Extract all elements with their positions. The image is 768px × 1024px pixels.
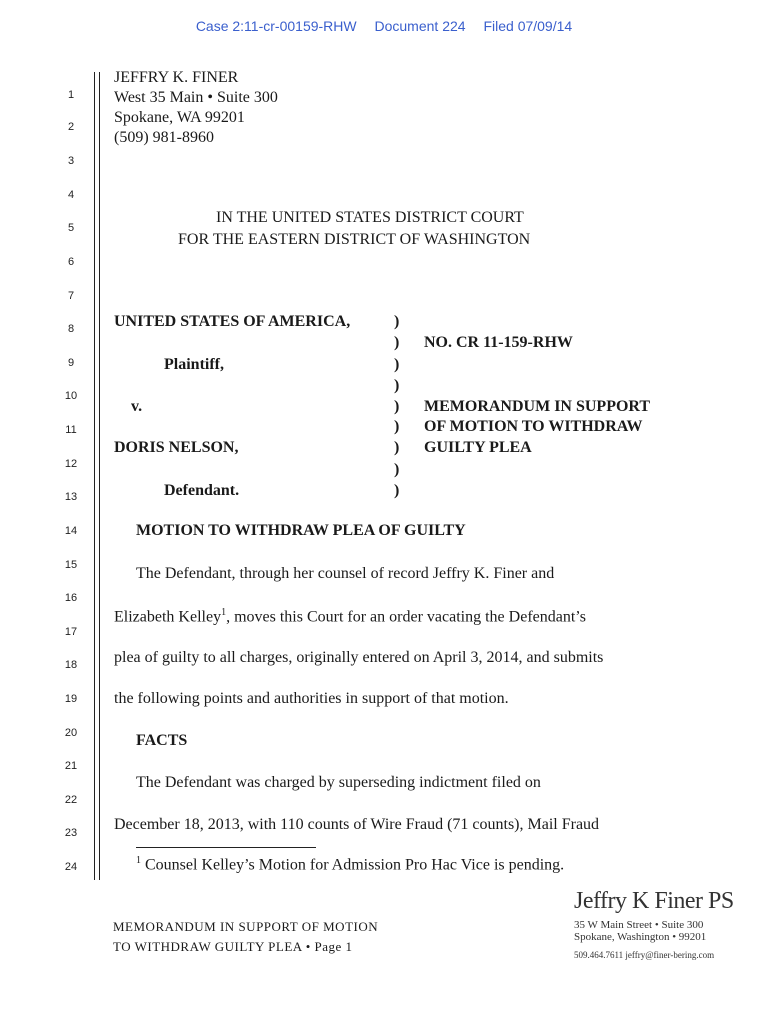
paragraph-line — [114, 607, 586, 626]
paragraph-line: plea of guilty to all charges, originally entered on April 3, 2014, and submits — [114, 649, 604, 666]
line-number: 1 — [67, 89, 75, 101]
line-number: 21 — [64, 760, 78, 772]
line-number: 18 — [64, 659, 78, 671]
caption-parenthesis: ) — [394, 418, 400, 435]
page-footer — [113, 917, 378, 957]
attorney-address-line2: Spokane, WA 99201 — [114, 109, 245, 126]
firm-contact: 509.464.7611 jeffry@finer-bering.com — [574, 950, 715, 960]
line-number: 8 — [67, 323, 75, 335]
line-number: 10 — [64, 390, 78, 402]
document-number: Document 224 — [374, 18, 466, 34]
footer-line1: MEMORANDUM IN SUPPORT OF MOTION — [113, 919, 379, 934]
attorney-address-line1: West 35 Main • Suite 300 — [114, 89, 278, 106]
paragraph-line: December 18, 2013, with 110 counts of Wire Fraud (71 counts), Mail Fraud — [114, 816, 600, 833]
line-number: 19 — [64, 693, 78, 705]
footnote-separator — [136, 847, 316, 848]
caption-parenthesis: ) — [394, 482, 400, 499]
line-number: 4 — [67, 189, 75, 201]
firm-address-line1: 35 W Main Street • Suite 300 — [574, 919, 704, 931]
case-number-caption: NO. CR 11-159-RHW — [424, 334, 573, 351]
document-title-line1: MEMORANDUM IN SUPPORT — [424, 398, 651, 415]
line-number: 12 — [64, 458, 78, 470]
court-title-line2: FOR THE EASTERN DISTRICT OF WASHINGTON — [178, 231, 531, 248]
paragraph-line: The Defendant, through her counsel of record Jeffry K. Finer and — [136, 565, 555, 582]
line-number: 17 — [64, 626, 78, 638]
firm-address-line2: Spokane, Washington • 99201 — [574, 931, 707, 943]
defendant-name: DORIS NELSON, — [114, 439, 239, 456]
counsel-name: Elizabeth Kelley — [114, 608, 222, 626]
line-number: 9 — [67, 357, 75, 369]
line-number: 7 — [67, 290, 75, 302]
footer-line2: TO WITHDRAW GUILTY PLEA • Page 1 — [113, 939, 353, 954]
plaintiff-name: UNITED STATES OF AMERICA, — [114, 313, 351, 330]
footnote-mark: 1 — [136, 855, 141, 866]
line-number: 3 — [67, 155, 75, 167]
caption-parenthesis: ) — [394, 356, 400, 373]
attorney-name: JEFFRY K. FINER — [114, 69, 239, 86]
attorney-phone: (509) 981-8960 — [114, 129, 214, 146]
filed-date: Filed 07/09/14 — [483, 18, 573, 34]
court-title-line1: IN THE UNITED STATES DISTRICT COURT — [216, 209, 524, 226]
versus: v. — [131, 398, 143, 415]
section-heading-motion: MOTION TO WITHDRAW PLEA OF GUILTY — [136, 522, 466, 539]
filing-header — [0, 18, 768, 34]
line-number: 2 — [67, 121, 75, 133]
line-number: 20 — [64, 727, 78, 739]
paragraph-line: the following points and authorities in support of that motion. — [114, 690, 509, 707]
defendant-role: Defendant. — [164, 482, 240, 499]
line-number: 6 — [67, 256, 75, 268]
footnote-reference[interactable]: 1 — [221, 607, 227, 618]
caption-parenthesis: ) — [394, 334, 400, 351]
caption-parenthesis: ) — [394, 377, 400, 394]
line-number: 22 — [64, 794, 78, 806]
caption-parenthesis: ) — [394, 398, 400, 415]
caption-parenthesis: ) — [394, 313, 400, 330]
line-number: 13 — [64, 491, 78, 503]
line-number: 5 — [67, 222, 75, 234]
firm-letterhead — [574, 888, 734, 960]
line-number: 15 — [64, 559, 78, 571]
line-number: 23 — [64, 827, 78, 839]
caption-parenthesis: ) — [394, 461, 400, 478]
paragraph-line: The Defendant was charged by superseding indictment filed on — [136, 774, 541, 791]
document-title-line3: GUILTY PLEA — [424, 439, 532, 456]
line-number: 11 — [65, 424, 77, 436]
left-margin-rule-inner — [99, 72, 100, 880]
line-number: 24 — [64, 861, 78, 873]
case-number: Case 2:11-cr-00159-RHW — [195, 18, 357, 34]
section-heading-facts: FACTS — [136, 732, 188, 749]
left-margin-rule — [94, 72, 95, 880]
footnote — [136, 855, 564, 874]
caption-parenthesis: ) — [394, 439, 400, 456]
line-number: 16 — [64, 592, 78, 604]
paragraph-text: , moves this Court for an order vacating the Defendant’s — [226, 608, 586, 626]
line-number: 14 — [64, 525, 78, 537]
firm-logo-text: Jeffry K Finer PS — [574, 888, 734, 914]
plaintiff-role: Plaintiff, — [164, 356, 224, 373]
footnote-text: Counsel Kelley’s Motion for Admission Pro Hac Vice is pending. — [145, 856, 565, 874]
document-title-line2: OF MOTION TO WITHDRAW — [424, 418, 643, 435]
